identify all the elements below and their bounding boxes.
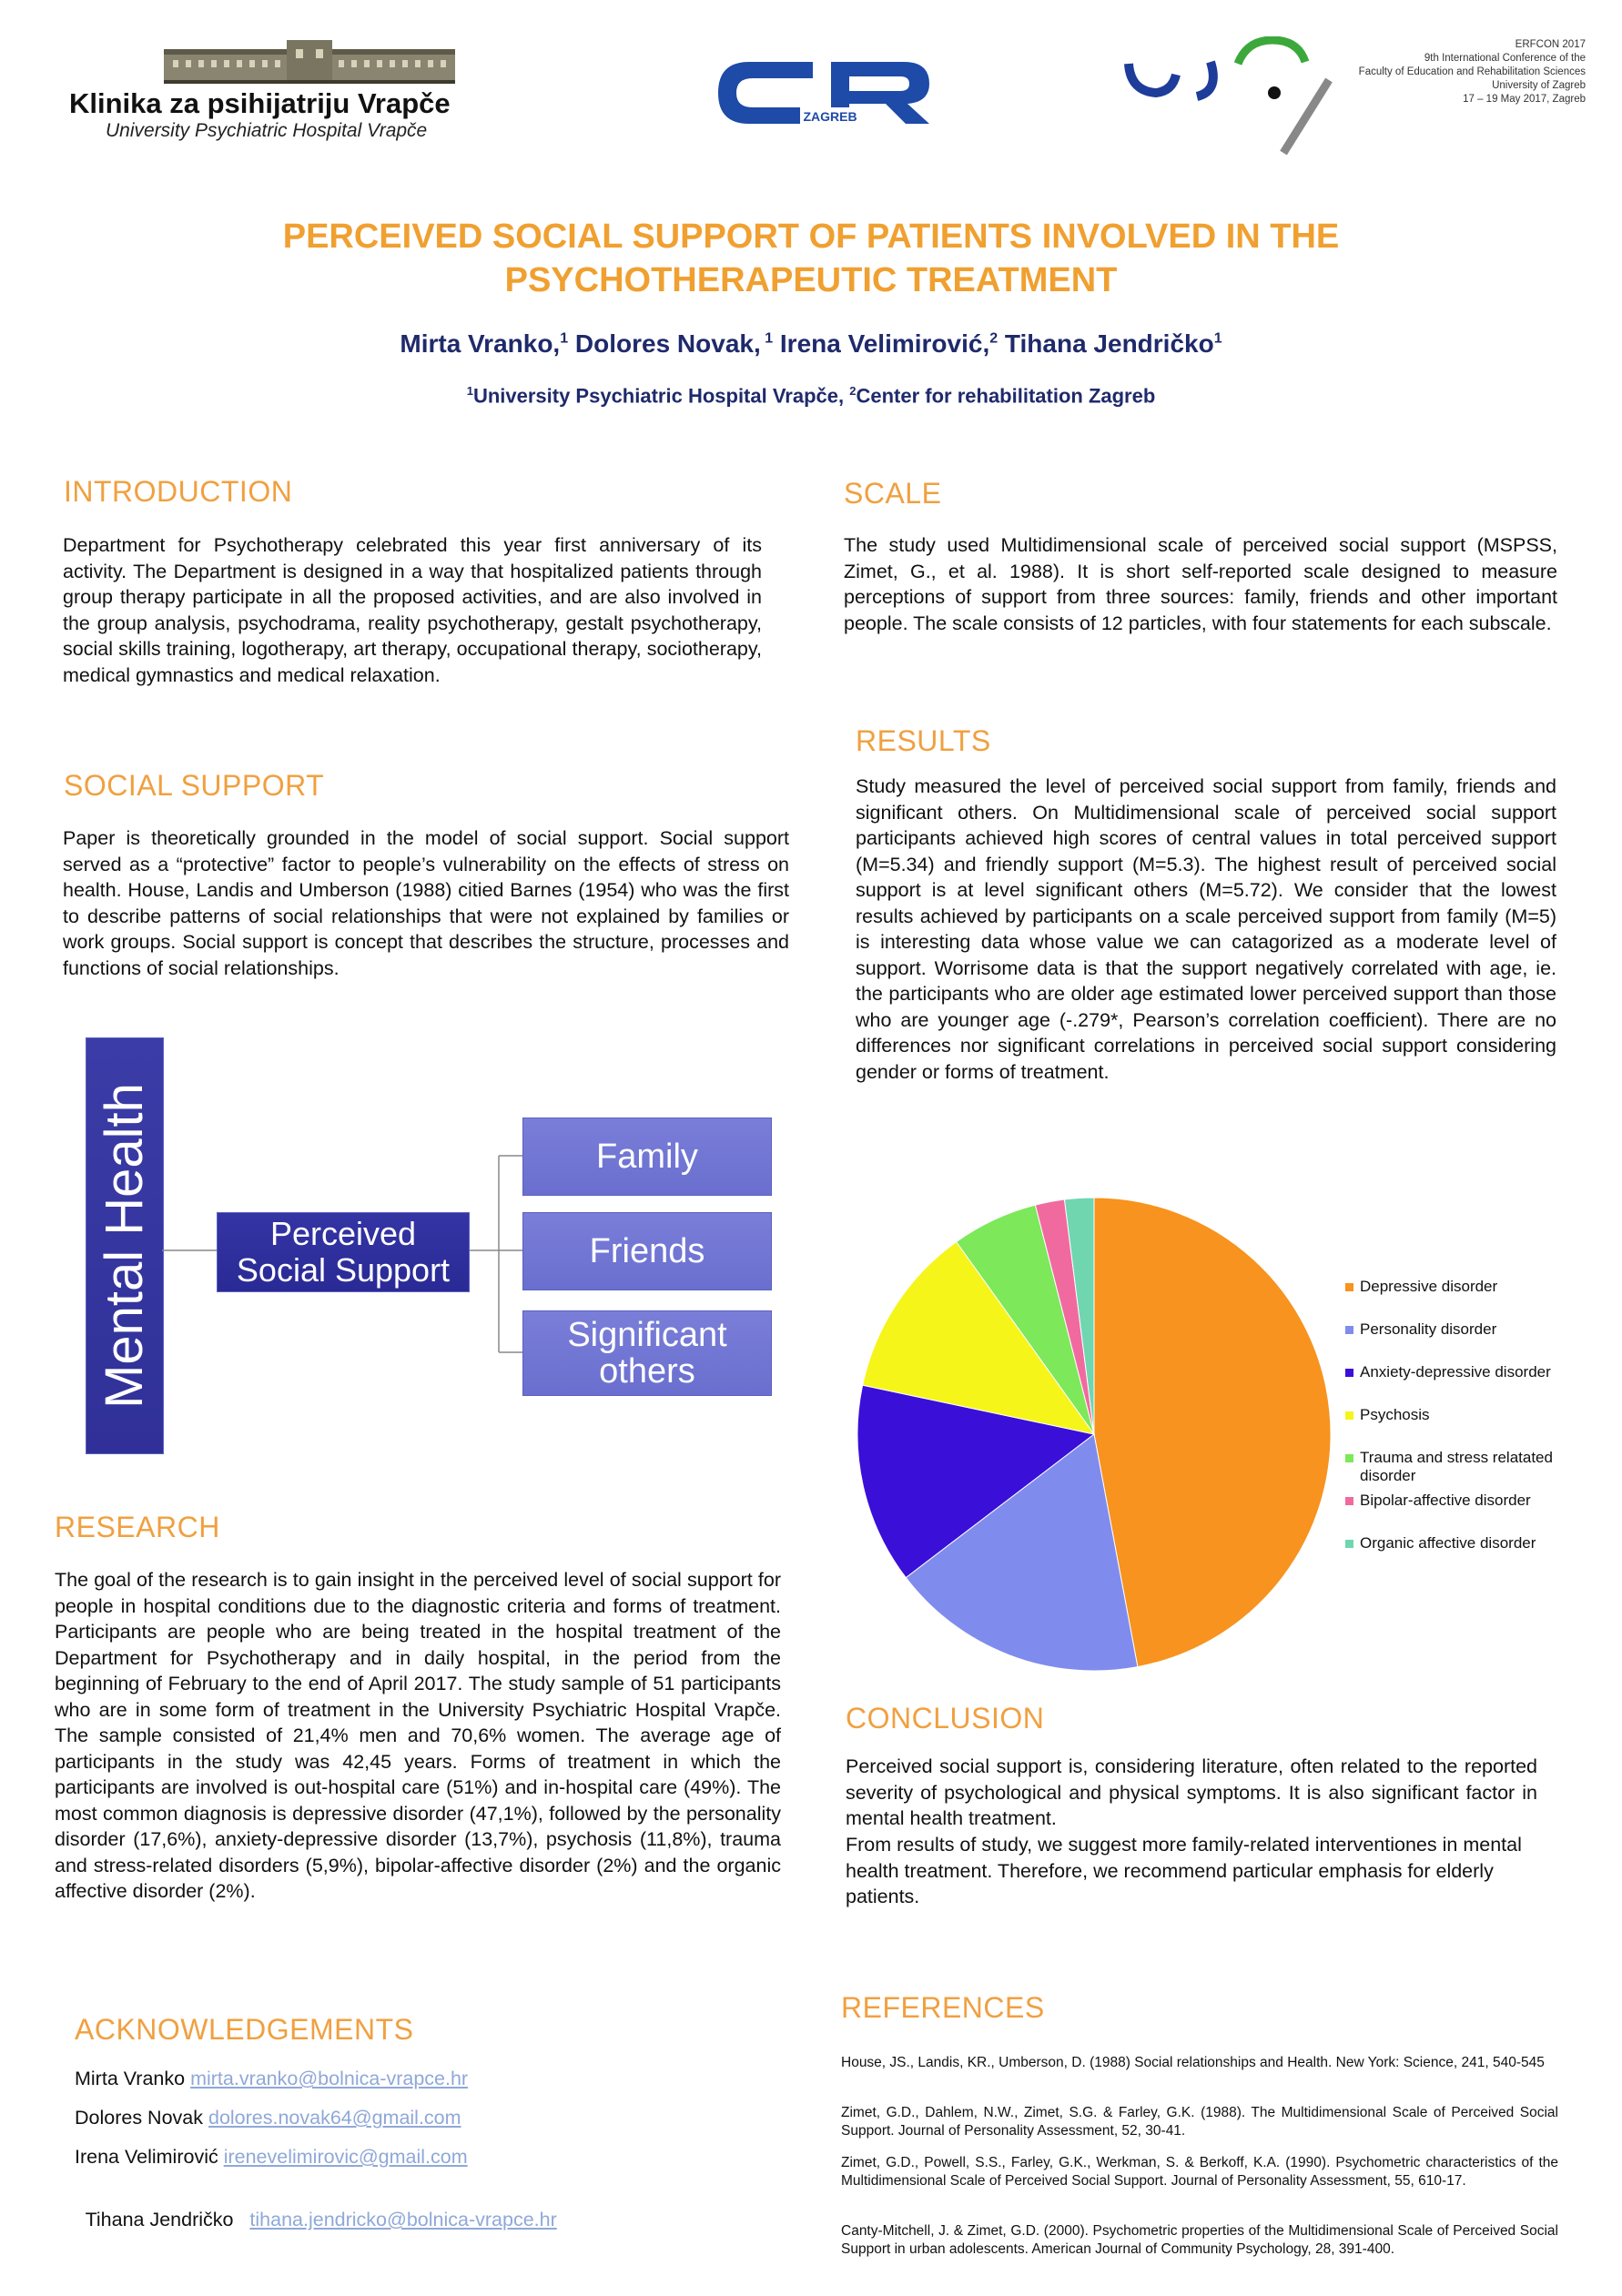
family-label: Family [596,1138,698,1176]
authors [0,329,1622,359]
ack-email-link[interactable]: irenevelimirovic@gmail.com [223,2146,468,2168]
diagnosis-pie-chart [846,1183,1593,1674]
ack-row [75,2186,557,2231]
legend-label: Personality disorder [1360,1320,1497,1338]
ack-name: Tihana Jendričko [85,2209,250,2230]
legend-item [1360,1320,1578,1339]
legend-label: Bipolar-affective disorder [1360,1492,1531,1509]
perceived-support-box [217,1212,470,1292]
ack-row [75,2146,468,2169]
results-text: Study measured the level of perceived social support from family, friends and significant others. On Multidimensional scale of perceived social support participants achieved high scores of central values in total perceived support (M=5.34) and friendly support (M=5.3). The highest result of perceived social support is at level significant others (M=5.72). We consider that the lowest results achieved by participants on a scale perceived support from family (M=5) is interesting data whose value we can catagorized as a moderate level of support. Worrisome data is that the support negatively correlated with age, ie. the participants who are older age estimated lower perceived support than those who are younger age (-.279*, Pearson’s correlation coefficient). There are no differences nor significant correlations in perceived social support considering gender or forms of treatment. [856,775,1556,1083]
affil-sup: 2 [849,384,857,398]
legend-label: Trauma and stress relatated disorder [1360,1449,1553,1484]
friends-box [522,1212,772,1290]
author-name: Mirta Vranko, [400,329,561,358]
reference-item: Zimet, G.D., Dahlem, N.W., Zimet, S.G. & Farley, G.K. (1988). The Multidimensional Scale of Perceived Social Support. Journal of Personality Assessment, 52, 30-41. [841,2105,1558,2139]
reference-item: Zimet, G.D., Powell, S.S., Farley, G.K., Werkman, S. & Berkoff, K.A. (1990). Psychometric characteristics of the Multidimensional Scale of Perceived Social Support. Journal of Personality Assessment, 55, 610-17. [841,2155,1558,2189]
research-heading: RESEARCH [55,1511,220,1543]
perceived-line: Social Support [236,1251,451,1289]
conference-line: Faculty of Education and Rehabilitation Sciences [1358,66,1586,77]
author-name: Irena Velimirović, [779,329,990,358]
ack-email-link[interactable]: dolores.novak64@gmail.com [208,2107,461,2129]
hospital-logo [64,40,501,140]
legend-swatch [1345,1369,1353,1377]
faculty-logo [1120,36,1374,164]
conclusion-text-1: Perceived social support is, considering literature, often related to the reported severity of psychological and physical symptoms. It is also significant factor in mental health treatment. [846,1755,1537,1829]
conference-line: 17 – 19 May 2017, Zagreb [1463,94,1586,105]
conclusion-heading: CONCLUSION [846,1702,1045,1735]
acknowledgements-heading: ACKNOWLEDGEMENTS [75,2013,414,2046]
ack-name: Dolores Novak [75,2107,208,2129]
conference-line: University of Zagreb [1492,80,1586,91]
author-sup: 1 [760,330,774,347]
ack-row [75,2068,468,2090]
pie-svg [846,1183,1593,1674]
legend-swatch [1345,1411,1353,1420]
mental-health-label: Mental Health [95,1083,155,1409]
ack-row [75,2107,461,2129]
title-line: PSYCHOTHERAPEUTIC TREATMENT [504,261,1118,299]
faculty-logo-icon [1120,36,1374,164]
legend-label: Anxiety-depressive disorder [1360,1363,1551,1381]
perceived-line: Perceived [269,1215,417,1252]
author-name: Dolores Novak, [574,329,761,358]
reference-item: Canty-Mitchell, J. & Zimet, G.D. (2000). Psychometric properties of the Multidimensional Scale of Perceived Social Support in urban adolescents. American Journal of Community Psychology, 28, 391-400. [841,2223,1558,2257]
legend-item [1360,1278,1578,1296]
reference-item: House, JS., Landis, KR., Umberson, D. (1988) Social relationships and Health. New York: Science, 241, 540-545 [841,2055,1545,2070]
title-line: PERCEIVED SOCIAL SUPPORT OF PATIENTS INVOLVED IN THE [282,217,1340,256]
legend-item [1360,1534,1578,1553]
scale-heading: SCALE [844,477,942,510]
ack-email-link[interactable]: mirta.vranko@bolnica-vrapce.hr [190,2068,469,2089]
significant-line: Significant [567,1316,727,1354]
family-box [522,1118,772,1196]
legend-item [1360,1406,1578,1424]
friends-label: Friends [589,1232,705,1270]
author-name: Tihana Jendričko [1004,329,1214,358]
social-support-heading: SOCIAL SUPPORT [64,769,325,802]
legend-swatch [1345,1283,1353,1291]
conference-line: ERFCON 2017 [1515,39,1586,50]
author-sup: 1 [1213,330,1222,347]
ack-name: Mirta Vranko [75,2068,191,2089]
conference-line: 9th International Conference of the [1424,53,1586,64]
author-sup: 1 [560,330,569,347]
legend-label: Organic affective disorder [1360,1534,1536,1552]
hospital-building-icon [64,40,501,87]
introduction-text: Department for Psychotherapy celebrated this year first anniversary of its activity. The Department is designed in a way that hospitalized patients through group therapy participate in all the proposed activities, and are also involved in the group analysis, psychodrama, reality psychotherapy, gestalt psychotherapy, social skills training, logotherapy, art therapy, occupational therapy, sociotherapy, medical gymnastics and medical relaxation. [63,534,762,686]
introduction-heading: INTRODUCTION [64,475,293,508]
legend-swatch [1345,1540,1353,1548]
scale-text: The study used Multidimensional scale of perceived social support (MSPSS, Zimet, G., et al. 1988). It is short self-reported scale designed to measure perceptions of support from three sources: family, friends and other important people. The scale consists of 12 particles, with four statements for each subscale. [844,534,1557,634]
legend-swatch [1345,1454,1353,1462]
legend-swatch [1345,1326,1353,1334]
pie-slice-depressive-disorder [1094,1198,1331,1667]
legend-swatch [1345,1497,1353,1505]
ack-name: Irena Velimirović [75,2146,224,2168]
references-heading: REFERENCES [841,1991,1045,2024]
significant-line: others [599,1352,695,1391]
hospital-name: Klinika za psihijatriju Vrapče [69,87,451,119]
hospital-name-en: University Psychiatric Hospital Vrapče [106,120,428,141]
legend-label: Depressive disorder [1360,1278,1498,1295]
center-logo-text: ZAGREB [803,109,857,124]
legend-item [1360,1449,1578,1485]
social-support-diagram [86,1037,777,1452]
results-heading: RESULTS [856,724,991,757]
affil-sup: 1 [466,384,473,398]
ack-email-link[interactable]: tihana.jendricko@bolnica-vrapce.hr [249,2209,557,2230]
affiliations [0,384,1622,408]
legend-item [1360,1492,1578,1510]
center-logo [713,56,936,129]
social-support-text: Paper is theoretically grounded in the model of social support. Social support served as a “protective” factor to people’s vulnerability on the effects of stress on health. House, Landis and Umberson (1988) citied Barnes (1954) who was the first to describe patterns of social relationships that were not explained by families or work groups. Social support is concept that describes the structure, processes and functions of social relationships. [63,827,789,979]
legend-label: Psychosis [1360,1406,1430,1423]
conference-info [1359,38,1586,106]
conclusion-text-2: From results of study, we suggest more family-related interventiones in mental health treatment. Therefore, we recommend particular emphasis for elderly patients. [846,1834,1522,1907]
significant-others-box [522,1310,772,1396]
research-text: The goal of the research is to gain insight in the perceived level of social support for people in hospital conditions due to the diagnostic criteria and forms of treatment. Participants are people who are being treated in the hospital treatment of the Department for Psychotherapy and in daily hospital, in the period from the beginning of February to the end of April 2017. The study sample of 51 participants who are in some form of treatment in the University Psychiatric Hospital Vrapče. The sample consisted of 21,4% men and 70,6% women. The average age of participants in the study was 42,45 years. Forms of treatment in which the participants are involved is out-hospital care (51%) and in-hospital care (49%). The most common diagnosis is depressive disorder (47,1%), followed by the personality disorder (17,6%), anxiety-depressive disorder (13,7%), psychosis (11,8%), trauma and stress-related disorders (5,9%), bipolar-affective disorder (2%) and the organic affective disorder (2%). [55,1569,781,1902]
affil-text: University Psychiatric Hospital Vrapče, [472,384,850,408]
legend-item [1360,1363,1578,1381]
author-sup: 2 [989,330,999,347]
poster-title [0,215,1622,302]
affil-text: Center for rehabilitation Zagreb [856,384,1156,408]
